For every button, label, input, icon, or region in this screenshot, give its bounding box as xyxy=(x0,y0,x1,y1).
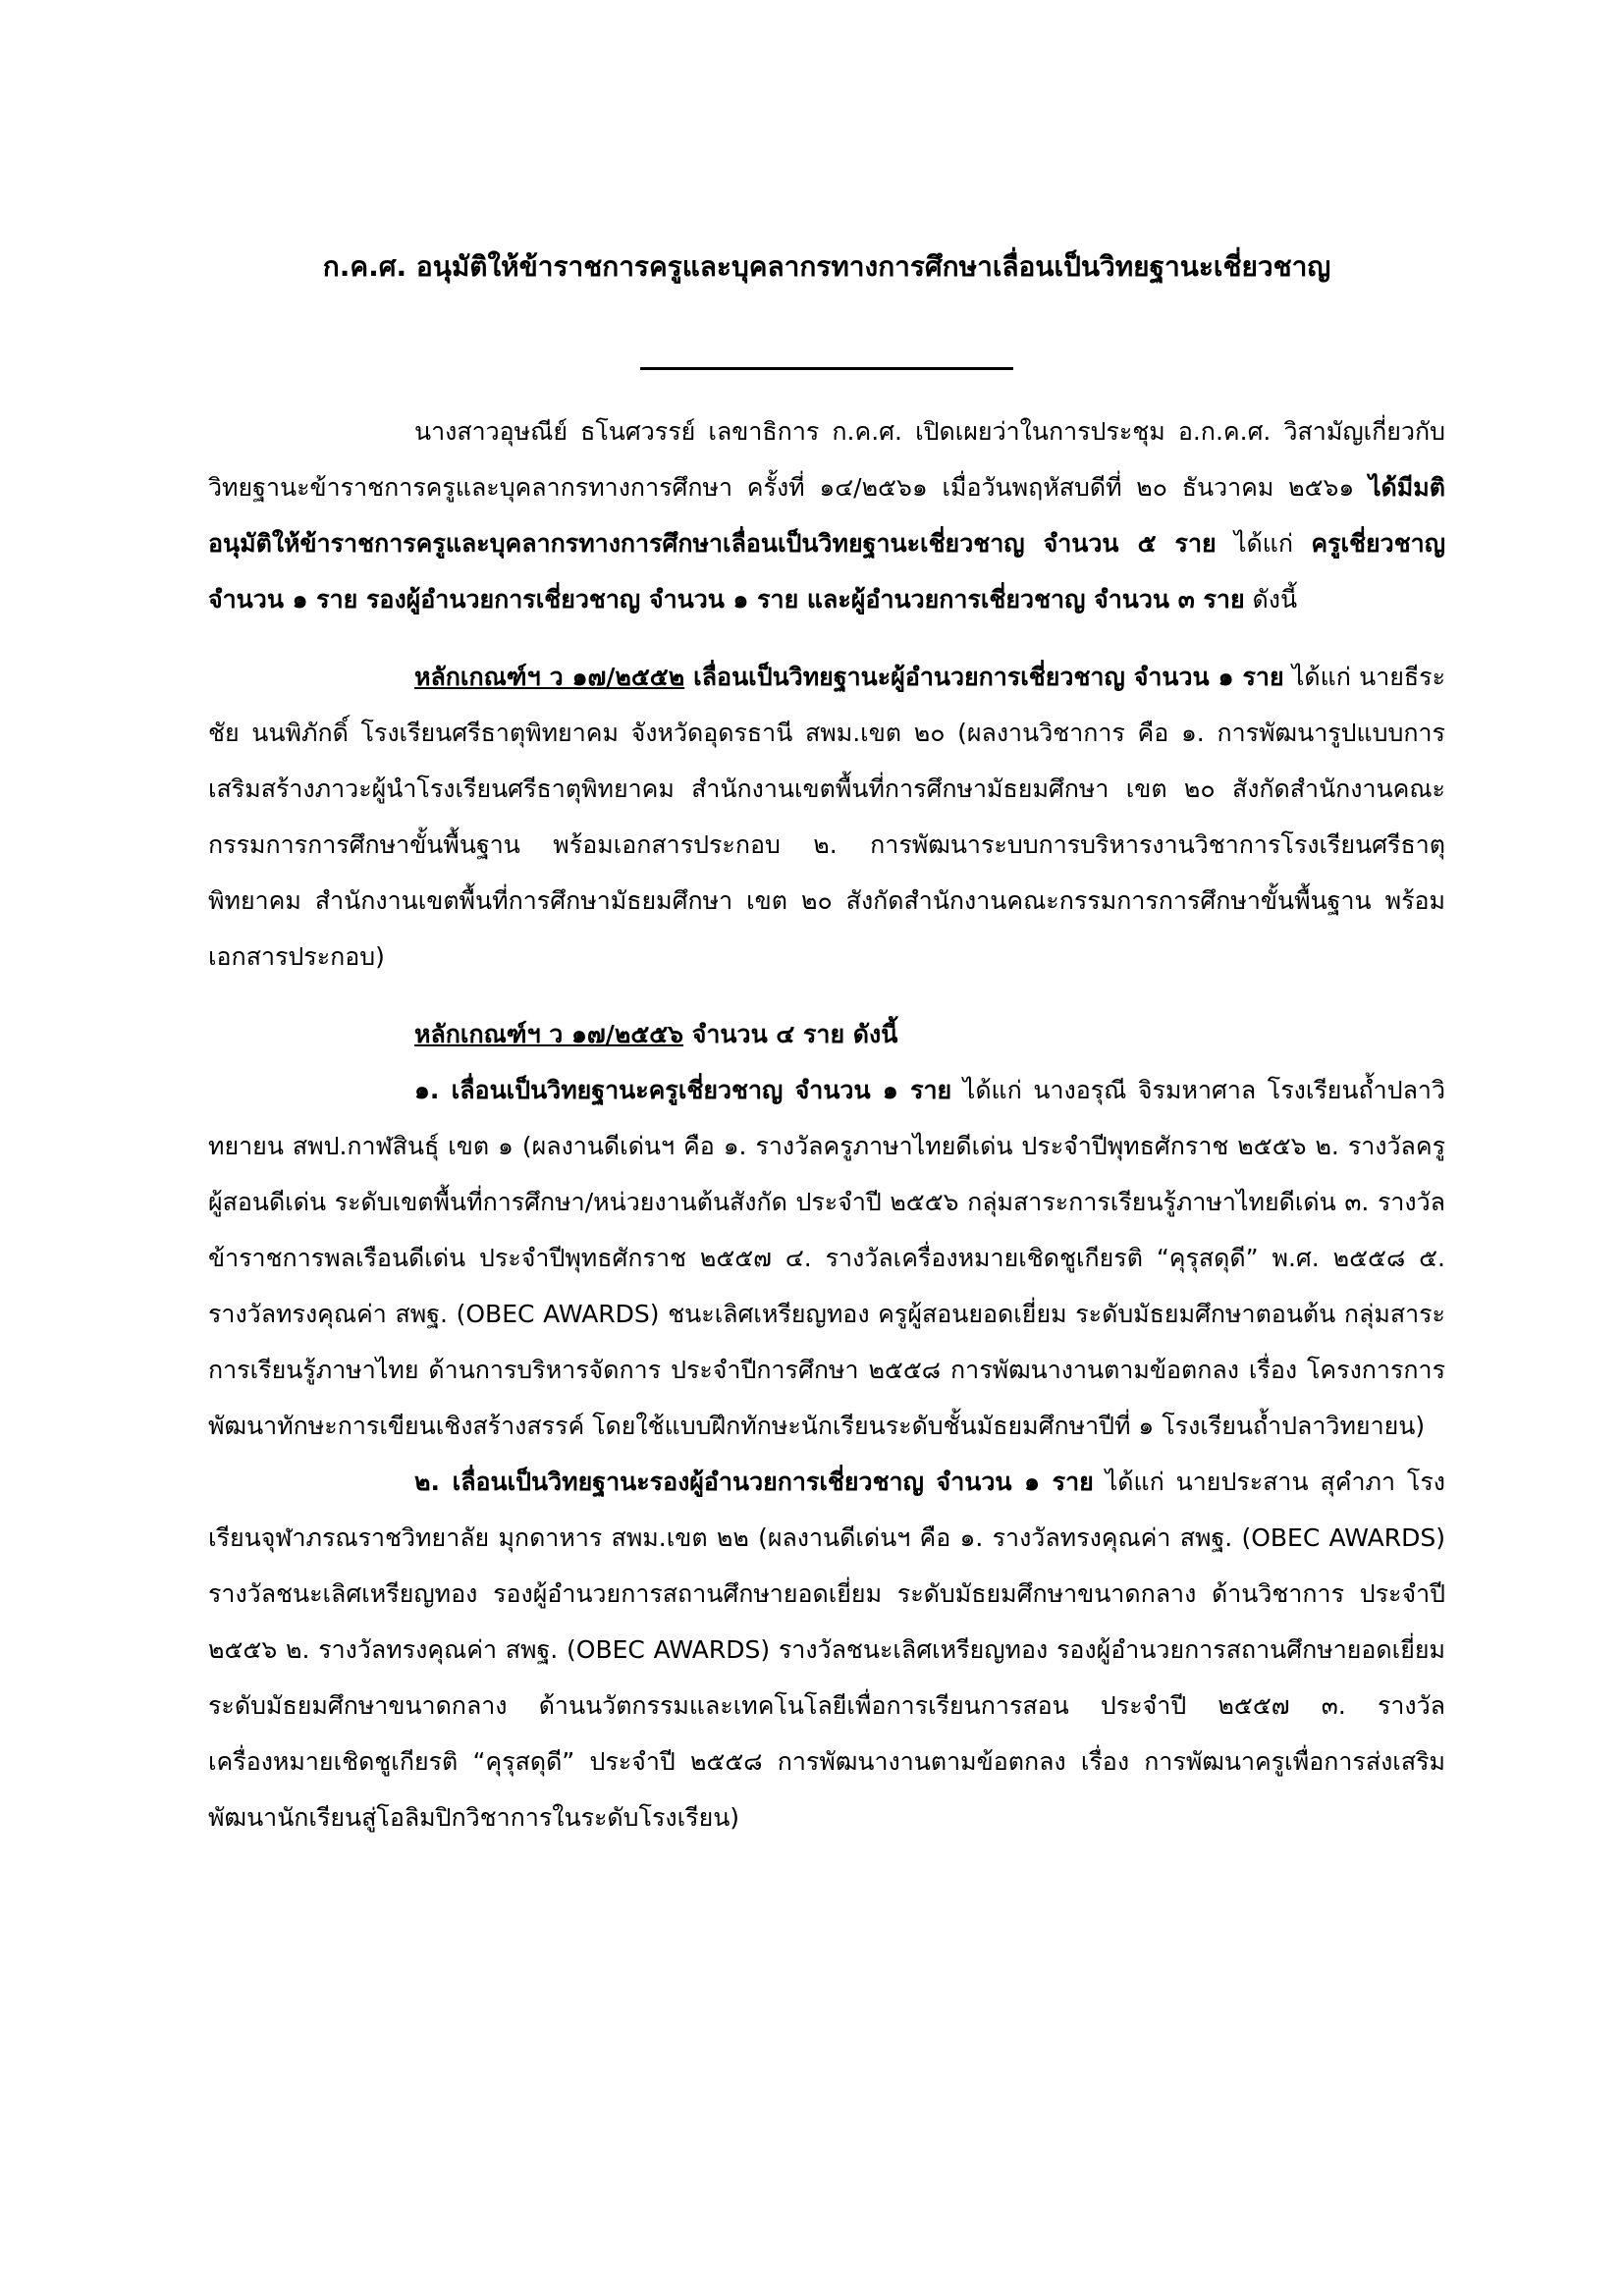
section1-criteria: หลักเกณฑ์ฯ ว ๑๗/๒๕๕๒ xyxy=(414,663,685,691)
intro-text-2: ได้แก่ xyxy=(1216,529,1312,558)
section1-heading: เลื่อนเป็นวิทยฐานะผู้อำนวยการเชี่ยวชาญ จำนวน ๑ ราย xyxy=(684,663,1284,691)
document-page xyxy=(208,243,1445,1845)
section2-item2-paragraph xyxy=(208,1454,1445,1845)
intro-text-3: ดังนี้ xyxy=(1244,585,1298,614)
section2-item1-body: ได้แก่ นางอรุณี จิรมหาศาล โรงเรียนถ้ำปลาวิทยายน สพป.กาฬสินธุ์ เขต ๑ (ผลงานดีเด่นฯ คือ ๑. รางวัลครูภาษาไทยดีเด่น ประจำปีพุทธศักราช ๒๕๕๖ ๒. รางวัลครูผู้สอนดีเด่น ระดับเขตพื้นที่การศึกษา/หน่วยงานต้นสังกัด ประจำปี ๒๕๕๖ กลุ่มสาระการเรียนรู้ภาษาไทยดีเด่น ๓. รางวัลข้าราชการพลเรือนดีเด่น ประจำปีพุทธศักราช ๒๕๕๗ ๔. รางวัลเครื่องหมายเชิดชูเกียรติ “คุรุสดุดี” พ.ศ. ๒๕๕๘ ๕. รางวัลทรงคุณค่า สพฐ. (OBEC AWARDS) ชนะเลิศเหรียญทอง ครูผู้สอนยอดเยี่ยม ระดับมัธยมศึกษาตอนต้น กลุ่มสาระการเรียนรู้ภาษาไทย ด้านการบริหารจัดการ ประจำปีการศึกษา ๒๕๕๘ การพัฒนางานตามข้อตกลง เรื่อง โครงการการพัฒนาทักษะการเขียนเชิงสร้างสรรค์ โดยใช้แบบฝึกทักษะนักเรียนระดับชั้นมัธยมศึกษาปีที่ ๑ โรงเรียนถ้ำปลาวิทยายน) xyxy=(208,1076,1445,1440)
section2-item1-heading: ๑. เลื่อนเป็นวิทยฐานะครูเชี่ยวชาญ จำนวน ๑ ราย xyxy=(414,1076,952,1104)
document-title: ก.ค.ศ. อนุมัติให้ข้าราชการครูและบุคลากรทางการศึกษาเลื่อนเป็นวิทยฐานะเชี่ยวชาญ xyxy=(322,250,1331,283)
section2-heading: จำนวน ๔ ราย ดังนี้ xyxy=(683,1020,898,1048)
section2-item2-body: ได้แก่ นายประสาน สุคำภา โรงเรียนจุฬาภรณราชวิทยาลัย มุกดาหาร สพม.เขต ๒๒ (ผลงานดีเด่นฯ คือ ๑. รางวัลทรงคุณค่า สพฐ. (OBEC AWARDS) รางวัลชนะเลิศเหรียญทอง รองผู้อำนวยการสถานศึกษายอดเยี่ยม ระดับมัธยมศึกษาขนาดกลาง ด้านวิชาการ ประจำปี ๒๕๕๖ ๒. รางวัลทรงคุณค่า สพฐ. (OBEC AWARDS) รางวัลชนะเลิศเหรียญทอง รองผู้อำนวยการสถานศึกษายอดเยี่ยม ระดับมัธยมศึกษาขนาดกลาง ด้านนวัตกรรมและเทคโนโลยีเพื่อการเรียนการสอน ประจำปี ๒๕๕๗ ๓. รางวัลเครื่องหมายเชิดชูเกียรติ “คุรุสดุดี” ประจำปี ๒๕๕๘ การพัฒนางานตามข้อตกลง เรื่อง การพัฒนาครูเพื่อการส่งเสริมพัฒนานักเรียนสู่โอลิมปิกวิชาการในระดับโรงเรียน) xyxy=(208,1468,1445,1832)
intro-approval-summary: ได้มีมติอนุมัติให้ข้าราชการครูและบุคลากรทางการศึกษาเลื่อนเป็นวิทยฐานะเชี่ยวชาญ จำนวน ๕ ราย xyxy=(208,473,1445,558)
section2-item2-heading: ๒. เลื่อนเป็นวิทยฐานะรองผู้อำนวยการเชี่ยวชาญ จำนวน ๑ ราย xyxy=(414,1468,1094,1496)
section2-item1-paragraph xyxy=(208,1062,1445,1454)
intro-paragraph xyxy=(208,403,1445,627)
title-divider xyxy=(640,367,1013,370)
section1-body: ได้แก่ นายธีระชัย นนพิภักดิ์ โรงเรียนศรีธาตุพิทยาคม จังหวัดอุดรธานี สพม.เขต ๒๐ (ผลงานวิชาการ คือ ๑. การพัฒนารูปแบบการเสริมสร้างภาวะผู้นำโรงเรียนศรีธาตุพิทยาคม สำนักงานเขตพื้นที่การศึกษามัธยมศึกษา เขต ๒๐ สังกัดสำนักงานคณะกรรมการการศึกษาขั้นพื้นฐาน พร้อมเอกสารประกอบ ๒. การพัฒนาระบบการบริหารงานวิชาการโรงเรียนศรีธาตุพิทยาคม สำนักงานเขตพื้นที่การศึกษามัธยมศึกษา เขต ๒๐ สังกัดสำนักงานคณะกรรมการการศึกษาขั้นพื้นฐาน พร้อมเอกสารประกอบ) xyxy=(208,663,1445,971)
intro-text: นางสาวอุษณีย์ ธโนศวรรย์ เลขาธิการ ก.ค.ศ. เปิดเผยว่าในการประชุม อ.ก.ค.ศ. วิสามัญเกี่ยวกับวิทยฐานะข้าราชการครูและบุคลากรทางการศึกษา ครั้งที่ ๑๔/๒๕๖๑ เมื่อวันพฤหัสบดีที่ ๒๐ ธันวาคม ๒๕๖๑ xyxy=(208,417,1445,502)
intro-position-breakdown: ครูเชี่ยวชาญ จำนวน ๑ ราย รองผู้อำนวยการเชี่ยวชาญ จำนวน ๑ ราย และผู้อำนวยการเชี่ยวชาญ จำนวน ๓ ราย xyxy=(208,529,1446,614)
section2-criteria: หลักเกณฑ์ฯ ว ๑๗/๒๕๕๖ xyxy=(414,1020,684,1048)
section1-paragraph xyxy=(208,649,1445,985)
section2-heading-line xyxy=(208,1006,1445,1062)
